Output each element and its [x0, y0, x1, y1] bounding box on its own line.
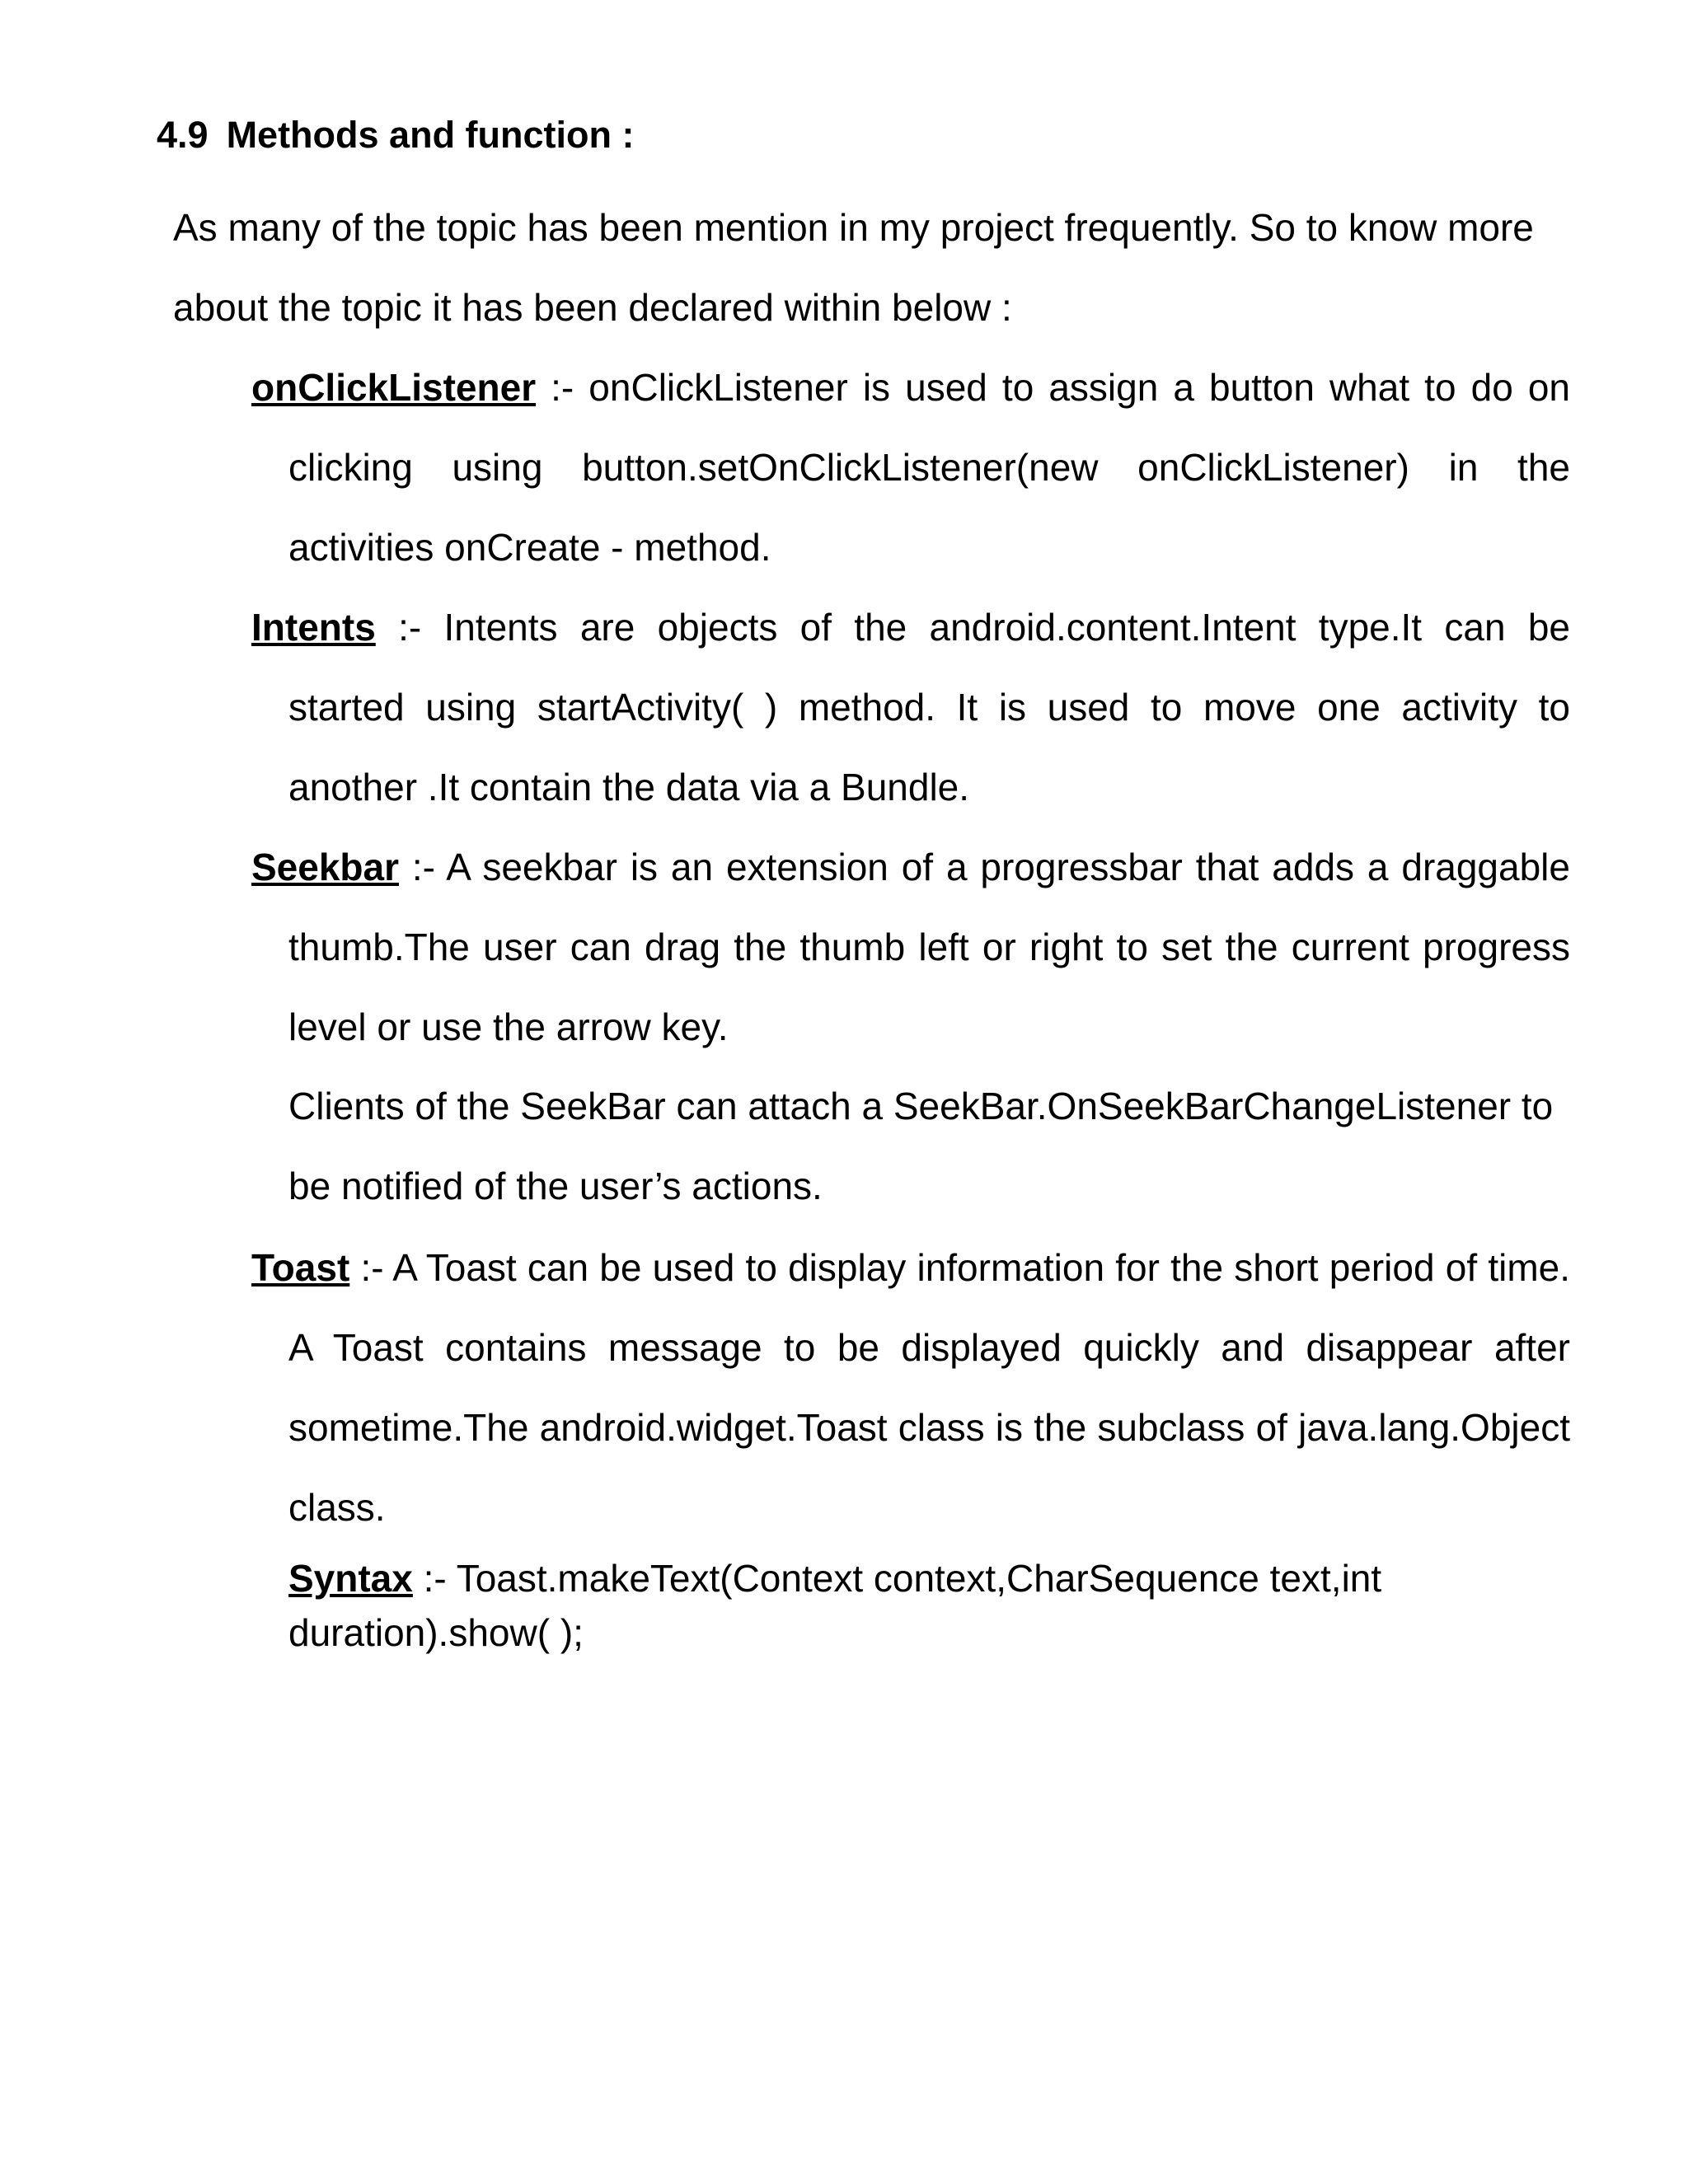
syntax-text: :- Toast.makeText(Context context,CharSequence text,int duration).show( );	[288, 1557, 1382, 1654]
term-description: :- A Toast can be used to display information for the short period of time. A Toast contains message to be displayed quickly and disappear after sometime.The android.widget.Toast class is the subclass of java.lang.Object class.	[288, 1246, 1570, 1529]
term-name: onClickListener	[251, 366, 537, 409]
syntax-label: Syntax	[288, 1557, 413, 1600]
section-title: Methods and function :	[226, 114, 635, 156]
syntax-line	[288, 1551, 1484, 1660]
term-description: :- A seekbar is an extension of a progressbar that adds a draggable thumb.The user can drag the thumb left or right to set the current progress level or use the arrow key.	[288, 846, 1570, 1048]
term-name: Seekbar	[251, 846, 400, 888]
seekbar-extra-paragraph: Clients of the SeekBar can attach a SeekBar.OnSeekBarChangeListener to be notified of the user’s actions.	[288, 1085, 1554, 1207]
intro-paragraph: As many of the topic has been mention in my project frequently. So to know more about the topic it has been declared within below :	[173, 206, 1534, 329]
section-heading	[157, 107, 635, 163]
term-description: :- onClickListener is used to assign a button what to do on clicking using button.setOnClickListener(new onClickListener) in the activities onCreate - method.	[288, 366, 1570, 569]
term-intents	[251, 588, 1570, 827]
term-toast	[251, 1228, 1570, 1548]
term-description: :- Intents are objects of the android.content.Intent type.It can be started using startActivity( ) method. It is used to move one activity to another .It contain the data via a Bundle.	[288, 606, 1570, 808]
section-number: 4.9	[157, 114, 209, 156]
term-name: Intents	[251, 606, 376, 649]
term-seekbar	[251, 827, 1570, 1067]
term-onclicklistener	[251, 348, 1570, 588]
term-name: Toast	[251, 1246, 350, 1289]
